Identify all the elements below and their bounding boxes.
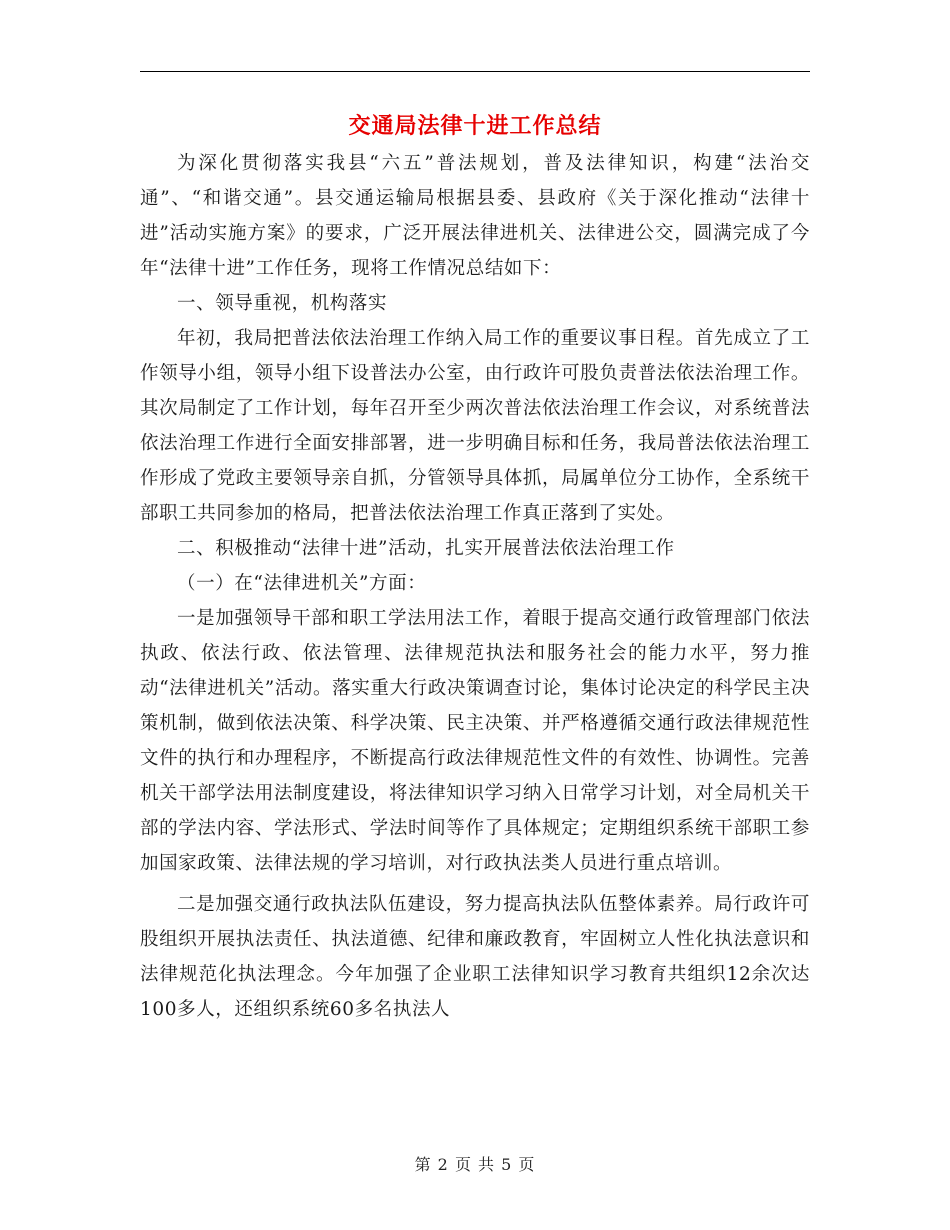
body-paragraph: 一是加强领导干部和职工学法用法工作，着眼于提高交通行政管理部门依法执政、依法行政、依法管理、法律规范执法和服务社会的能力水平，努力推动“法律进机关”活动。落实重大行政决策调查讨论，集体讨论决定的科学民主决策机制，做到依法决策、科学决策、民主决策、并严格遵循交通行政法律规范性文件的执行和办理程序，不断提高行政法律规范性文件的有效性、协调性。完善机关干部学法用法制度建设，将法律知识学习纳入日常学习计划，对全局机关干部的学法内容、学法形式、学法时间等作了具体规定；定期组织系统干部职工参加国家政策、法律法规的学习培训，对行政执法类人员进行重点培训。 (140, 608, 810, 874)
intro-paragraph: 为深化贯彻落实我县“六五”普法规划，普及法律知识，构建“法治交通”、“和谐交通”。县交通运输局根据县委、县政府《关于深化推动“法律十进”活动实施方案》的要求，广泛开展法律进机关、法律进公交，圆满完成了今年“法律十进”工作任务，现将工作情况总结如下： (140, 153, 810, 279)
header-rule (140, 71, 810, 72)
subsection-heading: （一）在“法律进机关”方面： (177, 573, 427, 594)
body-paragraph: 二是加强交通行政执法队伍建设，努力提高执法队伍整体素养。局行政许可股组织开展执法责任、执法道德、纪律和廉政教育，牢固树立人性化执法意识和法律规范化执法理念。今年加强了企业职工法律知识学习教育共组织12余次达100多人，还组织系统60多名执法人 (140, 894, 810, 1020)
page-number-footer: 第 2 页 共 5 页 (414, 1155, 536, 1174)
section-heading-2: 二、积极推动“法律十进”活动，扎实开展普法依法治理工作 (177, 538, 675, 559)
document-body (140, 146, 810, 1027)
document-title: 交通局法律十进工作总结 (348, 113, 602, 139)
section-heading-1: 一、领导重视，机构落实 (177, 293, 388, 314)
body-paragraph: 年初，我局把普法依法治理工作纳入局工作的重要议事日程。首先成立了工作领导小组，领导小组下设普法办公室，由行政许可股负责普法依法治理工作。其次局制定了工作计划，每年召开至少两次普法依法治理工作会议，对系统普法依法治理工作进行全面安排部署，进一步明确目标和任务，我局普法依法治理工作形成了党政主要领导亲自抓，分管领导具体抓，局属单位分工协作，全系统干部职工共同参加的格局，把普法依法治理工作真正落到了实处。 (140, 328, 810, 524)
